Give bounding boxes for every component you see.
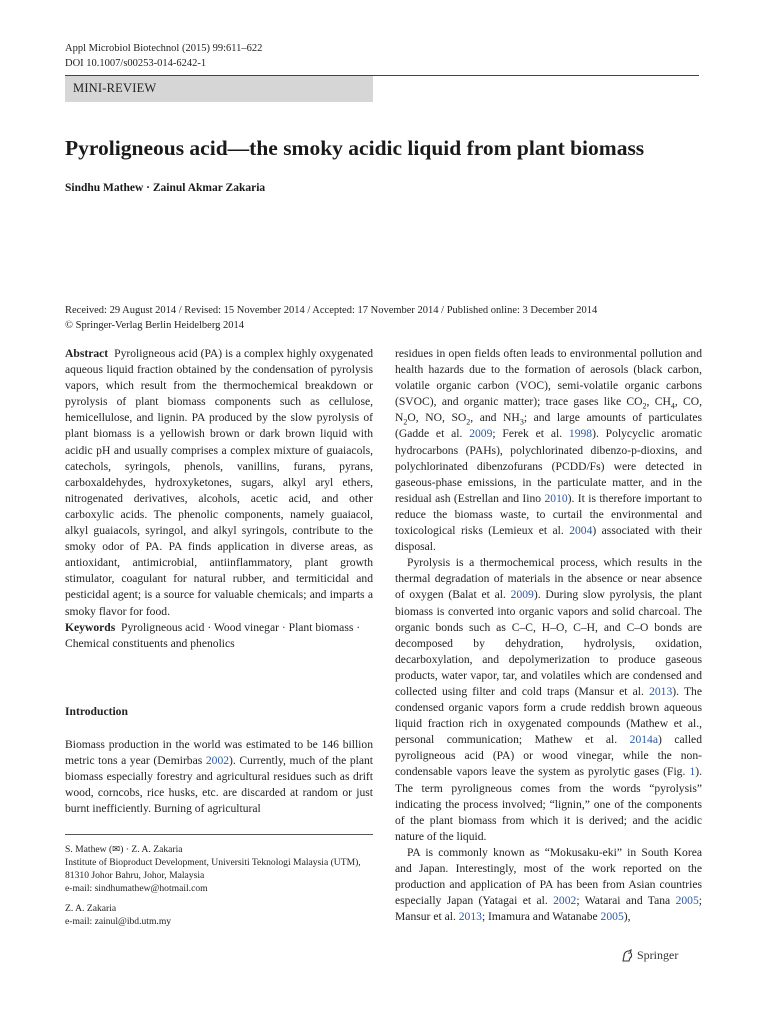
intro-text-b: ). Currently, much of the plant biomass especially forestry and agricultural residues such as drift wood, corncobs, rice husks, etc. are discarded at random or just burnt inefficiently. Burning of agricultural: [65, 754, 373, 816]
citation-link[interactable]: 2010: [544, 491, 568, 505]
publisher-name: Springer: [637, 948, 679, 962]
right-column: [395, 346, 702, 925]
introduction-heading: Introduction: [65, 705, 128, 718]
citation-link[interactable]: 2013: [458, 910, 482, 924]
body-text: Pyrolysis is a thermochemical process, which results in the thermal degradation of materials in the absence or near absence of oxygen (Balat et al.: [395, 556, 702, 602]
abstract: [65, 346, 373, 620]
subscript: 2: [642, 401, 647, 411]
body-paragraph-1: [395, 346, 702, 555]
body-text: ) called pyroligneous acid (PA) or wood vinegar, while the non-condensable vapors leave the system as pyrolytic gases (Fig.: [395, 733, 703, 779]
journal-ref: Appl Microbiol Biotechnol (2015) 99:611–622: [65, 43, 263, 54]
citation-link[interactable]: 2005: [600, 910, 624, 924]
author-list: Sindhu Mathew · Zainul Akmar Zakaria: [65, 182, 266, 194]
body-text: , CH: [646, 395, 671, 409]
abstract-text: Pyroligneous acid (PA) is a complex highly oxygenated aqueous liquid fraction obtained by the condensation of pyrolysis vapors, which result from the thermochemical breakdown or pyrolysis of plant biomass components such as cellulose, hemicellulose, and lignin. PA produced by the slow pyrolysis of plant biomass is a yellowish brown or dark brown liquid with acidic pH and usually comprises a complex mixture of guaiacols, catechols, syringols, phenols, vanillins, furans, pyrans, carboxaldehydes, hydroxyketones, sugars, alkyl aryl ethers, nitrogenated derivatives, alcohols, acetic acid, and other carboxylic acids. The phenolic components, namely guaiacol, alkyl guaiacols, syringol, and alkyl syringols, contribute to the smoky odor of PA. PA finds application in diverse areas, as antioxidant, antimicrobial, antiinflammatory, plant growth stimulator, coagulant for natural rubber, and termiticidal and pesticidal agent; is a source for valuable chemicals; and imparts a smoky flavor for food.: [65, 347, 373, 618]
author-2-email[interactable]: e-mail: zainul@ibd.utm.my: [65, 916, 172, 927]
introduction-paragraph: [65, 737, 373, 817]
citation-link[interactable]: 2004: [569, 524, 593, 538]
subscript: 4: [670, 401, 675, 411]
body-text: ). Polycyclic aromatic hydrocarbons (PAHs), polychlorinated dibenzo-p-dioxins, and polychlorinated dibenzofurans (PCDD/Fs) were detected in gaseous-phase emissions, in the particulate matter, and in the residual ash (Estrellan and Iino: [395, 427, 702, 505]
citation-link[interactable]: 2002: [553, 894, 577, 908]
body-paragraph-3: [395, 845, 702, 925]
body-text: ). It is therefore important to reduce the biomass waste, to curtail the environmental and toxicological risks (Lemieux et al.: [395, 491, 702, 538]
body-text: ) associated with their disposal.: [395, 524, 702, 554]
copyright-line: © Springer-Verlag Berlin Heidelberg 2014: [65, 320, 245, 331]
keywords: [65, 620, 373, 652]
citation-link[interactable]: 1: [689, 765, 696, 779]
keywords-label: Keywords: [65, 620, 116, 634]
body-text: ; Ferek et al.: [492, 427, 569, 441]
history-dates: Received: 29 August 2014 / Revised: 15 November 2014 / Accepted: 17 November 2014 / Published online: 3 December 2014: [65, 305, 598, 316]
author-1-email[interactable]: e-mail: sindhumathew@hotmail.com: [65, 883, 208, 894]
intro-text-a: Biomass production in the world was estimated to be 146 billion metric tons a year (Demirbas: [65, 738, 373, 768]
subscript: 2: [403, 417, 408, 427]
body-text: , CO, N: [395, 395, 702, 425]
body-text: ). The condensed organic vapors form a crude reddish brown aqueous liquid fraction rich in oxygenated compounds (Mathew et al., personal communication; Mathew et al.: [395, 684, 702, 747]
article-dates: [65, 303, 597, 333]
author-affiliation-2: [65, 902, 375, 928]
left-column: [65, 346, 373, 652]
body-text: ; and large amounts of particulates (Gadde et al.: [395, 411, 702, 441]
body-text: , and NH: [470, 411, 520, 425]
body-text: ),: [623, 910, 631, 924]
subscript: 2: [466, 417, 471, 427]
doi: DOI 10.1007/s00253-014-6242-1: [65, 58, 207, 69]
article-type-label: MINI-REVIEW: [73, 81, 157, 95]
body-text: ). During slow pyrolysis, the plant biomass is converted into organic vapors and solid charcoal. The organic bonds such as C–C, H–O, C–H, and C–O bonds are decomposed by dehydration, hydrolysis, oxidation, decarboxylation, and depolymerization to produce gaseous products, water vapor, tar, and volatiles which are condensed and collected using filter and cold traps (Mansur et al.: [395, 588, 702, 698]
abstract-label: Abstract: [65, 347, 109, 360]
citation-link[interactable]: 2005: [675, 894, 699, 908]
citation-link[interactable]: 2009: [510, 588, 534, 602]
citation-link[interactable]: 2013: [649, 684, 673, 698]
body-paragraph-2: [395, 555, 702, 845]
citation-link[interactable]: 2002: [205, 754, 230, 768]
body-text: ; Watarai and Tana: [576, 894, 676, 908]
springer-horse-icon: [620, 949, 634, 963]
body-text: ; Mansur et al.: [395, 894, 702, 924]
author-2-name: Z. A. Zakaria: [65, 903, 117, 914]
body-text: PA is commonly known as “Mokusaku-eki” in South Korea and Japan. Interestingly, most of the work reported on the production and application of PA has been from Asian countries especially Japan (Yatagai et al.: [395, 845, 702, 908]
publisher-mark: [620, 948, 678, 963]
article-title: Pyroligneous acid—the smoky acidic liquid from plant biomass: [65, 136, 645, 160]
citation-link[interactable]: 1998: [568, 427, 593, 441]
body-text: ; Imamura and Watanabe: [481, 910, 601, 924]
subscript: 3: [519, 417, 524, 427]
keywords-text: Pyroligneous acid · Wood vinegar · Plant biomass · Chemical constituents and phenolics: [65, 620, 361, 650]
author-1-affiliation: Institute of Bioproduct Development, Universiti Teknologi Malaysia (UTM), 81310 Johor Bahru, Johor, Malaysia: [65, 857, 361, 881]
body-text: O, NO, SO: [407, 411, 467, 425]
journal-citation: [65, 41, 262, 71]
citation-link[interactable]: 2014a: [629, 733, 658, 747]
body-text: residues in open fields often leads to environmental pollution and health hazards due to the formation of aerosols (black carbon, volatile organic carbon (VOC), semi-volatile organic carbons (SVOC), and organic matter); trace gases like CO: [395, 347, 702, 409]
body-text: ). The term pyroligneous comes from the words “pyrolysis” indicating the process involved; “lignin,” one of the components of the plant biomass from which it is derived; and the acidic nature of the liquid.: [395, 765, 702, 843]
footnote-rule: [65, 834, 373, 835]
citation-link[interactable]: 2009: [469, 427, 493, 441]
article-type-band: [65, 76, 373, 102]
author-1-names: S. Mathew (✉) · Z. A. Zakaria: [65, 844, 183, 855]
author-affiliation-1: [65, 843, 375, 895]
